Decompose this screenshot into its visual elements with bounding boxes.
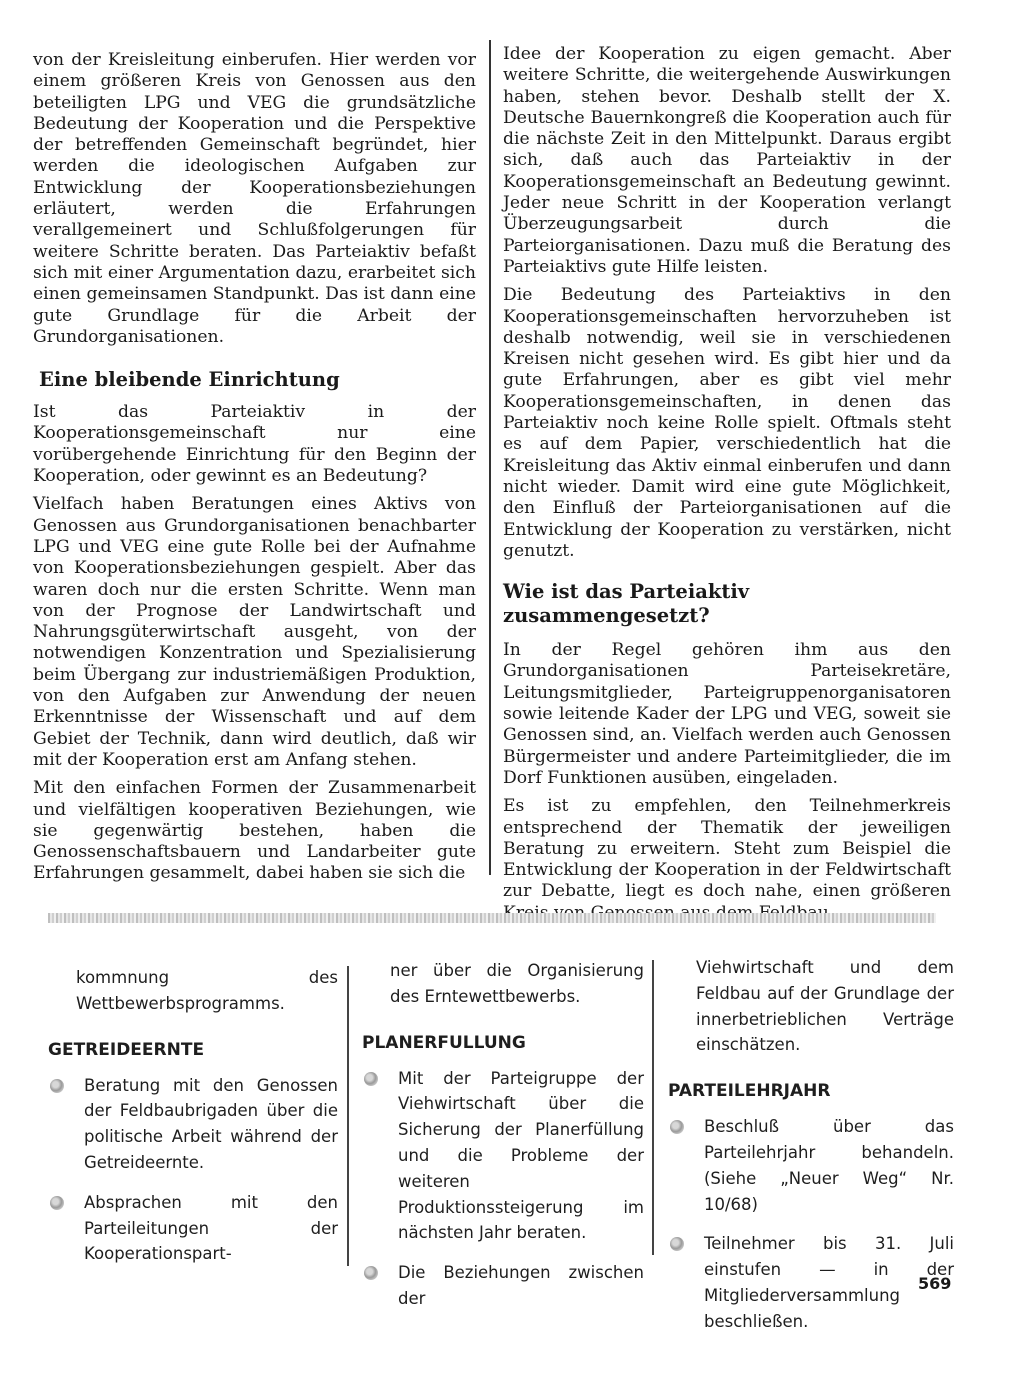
- list-item: [48, 1190, 338, 1267]
- box-heading-parteilehrjahr: PARTEILEHRJAHR: [668, 1081, 831, 1102]
- list-item-text: Teilnehmer bis 31. Juli einstufen — in der Mitgliederversammlung beschließen.: [704, 1234, 954, 1331]
- body-paragraph: In der Regel gehören ihm aus den Grundorganisationen Parteisekretäre, Leitungsmitglieder, Parteigruppenorganisatoren sowie leitende Kader der LPG und VEG, soweit sie Genossen sind, an. Vielfach werden auch Genossen Bürgermeister und andere Parteimitglieder, die im Dorf Funktionen ausüben, eingeladen.: [503, 640, 951, 788]
- body-paragraph: Mit den einfachen Formen der Zusammenarbeit und vielfältigen kooperativen Beziehungen, wie sie gegenwärtig bestehen, haben die Genossenschaftsbauern und Landarbeiter gute Erfahrungen gesammelt, dabei haben sie sich die: [33, 778, 476, 884]
- list-item-text: Absprachen mit den Parteileitungen der Kooperationspart-: [84, 1192, 338, 1264]
- list-item-text: Beschluß über das Parteilehrjahr behandeln. (Siehe „Neuer Weg“ Nr. 10/68): [704, 1117, 954, 1214]
- box-column-divider: [347, 966, 349, 1266]
- left-column: [33, 50, 476, 892]
- list-item: [362, 1066, 644, 1247]
- bullet-dot-icon: [50, 1196, 64, 1210]
- bullet-dot-icon: [50, 1079, 64, 1093]
- box-column-divider: [652, 960, 654, 1255]
- section-heading-zusammengesetzt: Wie ist das Parteiaktiv zusammengesetzt?: [503, 580, 750, 628]
- right-column: [503, 44, 951, 931]
- section-separator: [48, 913, 936, 923]
- body-paragraph: Ist das Parteiaktiv in der Kooperationsgemeinschaft nur eine vorübergehende Einrichtung für den Beginn der Kooperation, oder gewinnt es an Bedeutung?: [33, 402, 476, 487]
- box-intro-text: Viehwirtschaft und dem Feldbau auf der Grundlage der innerbetrieblichen Verträge einschätzen.: [696, 958, 954, 1055]
- box-column-2: [362, 958, 644, 1326]
- page-number: 569: [918, 1274, 952, 1293]
- box-column-3: [668, 955, 954, 1349]
- box-heading-getreideernte: GETREIDEERNTE: [48, 1039, 205, 1060]
- list-item: [668, 1231, 954, 1334]
- list-item: [668, 1114, 954, 1217]
- box-heading-planerfullung: PLANERFULLUNG: [362, 1032, 526, 1053]
- list-item-text: Beratung mit den Genossen der Feldbaubrigaden über die politische Arbeit während der Getreideernte.: [84, 1075, 338, 1172]
- body-paragraph: Idee der Kooperation zu eigen gemacht. Aber weitere Schritte, die weitergehende Auswirkungen haben, stehen bevor. Deshalb stellt der X. Deutsche Bauernkongreß die Kooperation auch für die nächste Zeit in den Mittelpunkt. Daraus ergibt sich, daß auch das Parteiaktiv in der Kooperationsgemeinschaft an Bedeutung gewinnt. Jeder neue Schritt in der Kooperation verlangt Überzeugungsarbeit durch die Parteiorganisationen. Dazu muß die Beratung des Parteiaktivs gute Hilfe leisten.: [503, 44, 951, 277]
- body-paragraph: von der Kreisleitung einberufen. Hier werden vor einem größeren Kreis von Genossen aus den beteiligten LPG und VEG die grundsätzliche Bedeutung der Kooperation und die Perspektive der betreffenden Gemeinschaft begründet, hier werden die ideologischen Aufgaben zur Entwicklung der Kooperationsbeziehungen erläutert, werden die Erfahrungen verallgemeinert und Schlußfolgerungen für weitere Schritte beraten. Das Parteiaktiv befaßt sich mit einer Argumentation dazu, erarbeitet sich einen gemeinsamen Standpunkt. Das ist dann eine gute Grundlage für die Arbeit der Grundorganisationen.: [33, 50, 476, 347]
- body-paragraph: Es ist zu empfehlen, den Teilnehmerkreis entsprechend der Thematik der jeweiligen Beratung zu erweitern. Steht zum Beispiel die Entwicklung der Kooperation in der Feldwirtschaft zur Debatte, liegt es doch nahe, einen größeren: [503, 796, 951, 902]
- column-divider: [489, 40, 491, 875]
- body-paragraph: Vielfach haben Beratungen eines Aktivs von Genossen aus Grundorganisationen benachbarter LPG und VEG eine gute Rolle bei der Aufnahme von Kooperationsbeziehungen gespielt. Aber das waren doch nur die ersten Schritte. Wenn man von der Prognose der Landwirtschaft und Nahrungsgüterwirtschaft ausgeht, von der notwendigen Konzentration und Spezialisierung beim Übergang zur industriemäßigen Produktion, von den Aufgaben zur Anwendung der neuen Erkenntnisse der Wissenschaft und auf dem Gebiet der Technik, dann wird deutlich, daß wir mit der Kooperation erst am Anfang stehen.: [33, 494, 476, 770]
- bullet-dot-icon: [364, 1072, 378, 1086]
- bullet-dot-icon: [670, 1237, 684, 1251]
- list-item-text: Mit der Parteigruppe der Viehwirtschaft über die Sicherung der Planerfüllung und die Probleme der weiteren Produktionssteigerung im nächsten Jahr beraten.: [398, 1068, 644, 1243]
- list-item-text: Die Beziehungen zwischen der: [398, 1263, 644, 1308]
- box-intro-text: ner über die Organisierung des Erntewettbewerbs.: [390, 961, 644, 1006]
- box-column-1: [48, 965, 338, 1281]
- box-intro-text: kommnung des Wettbewerbsprogramms.: [76, 968, 338, 1013]
- list-item: [48, 1073, 338, 1176]
- body-paragraph: Die Bedeutung des Parteiaktivs in den Kooperationsgemeinschaften hervorzuheben ist deshalb notwendig, weil sie in verschiedenen Kreisen nicht gesehen wird. Es gibt hier und da gute Erfahrungen, aber es gibt viel mehr Kooperationsgemeinschaften, in denen das Parteiaktiv noch keine Rolle spielt. Oftmals steht es auf dem Papier, verschiedentlich hat die Kreisleitung das Aktiv einmal einberufen und dann nicht wieder. Damit wird eine gute Möglichkeit, den Einfluß der Parteiorganisationen auf die Entwicklung der Kooperation zu verstärken, nicht genutzt.: [503, 285, 951, 561]
- list-item: [362, 1260, 644, 1312]
- bullet-dot-icon: [364, 1266, 378, 1280]
- bullet-dot-icon: [670, 1120, 684, 1134]
- section-heading-einrichtung: Eine bleibende Einrichtung: [39, 368, 340, 392]
